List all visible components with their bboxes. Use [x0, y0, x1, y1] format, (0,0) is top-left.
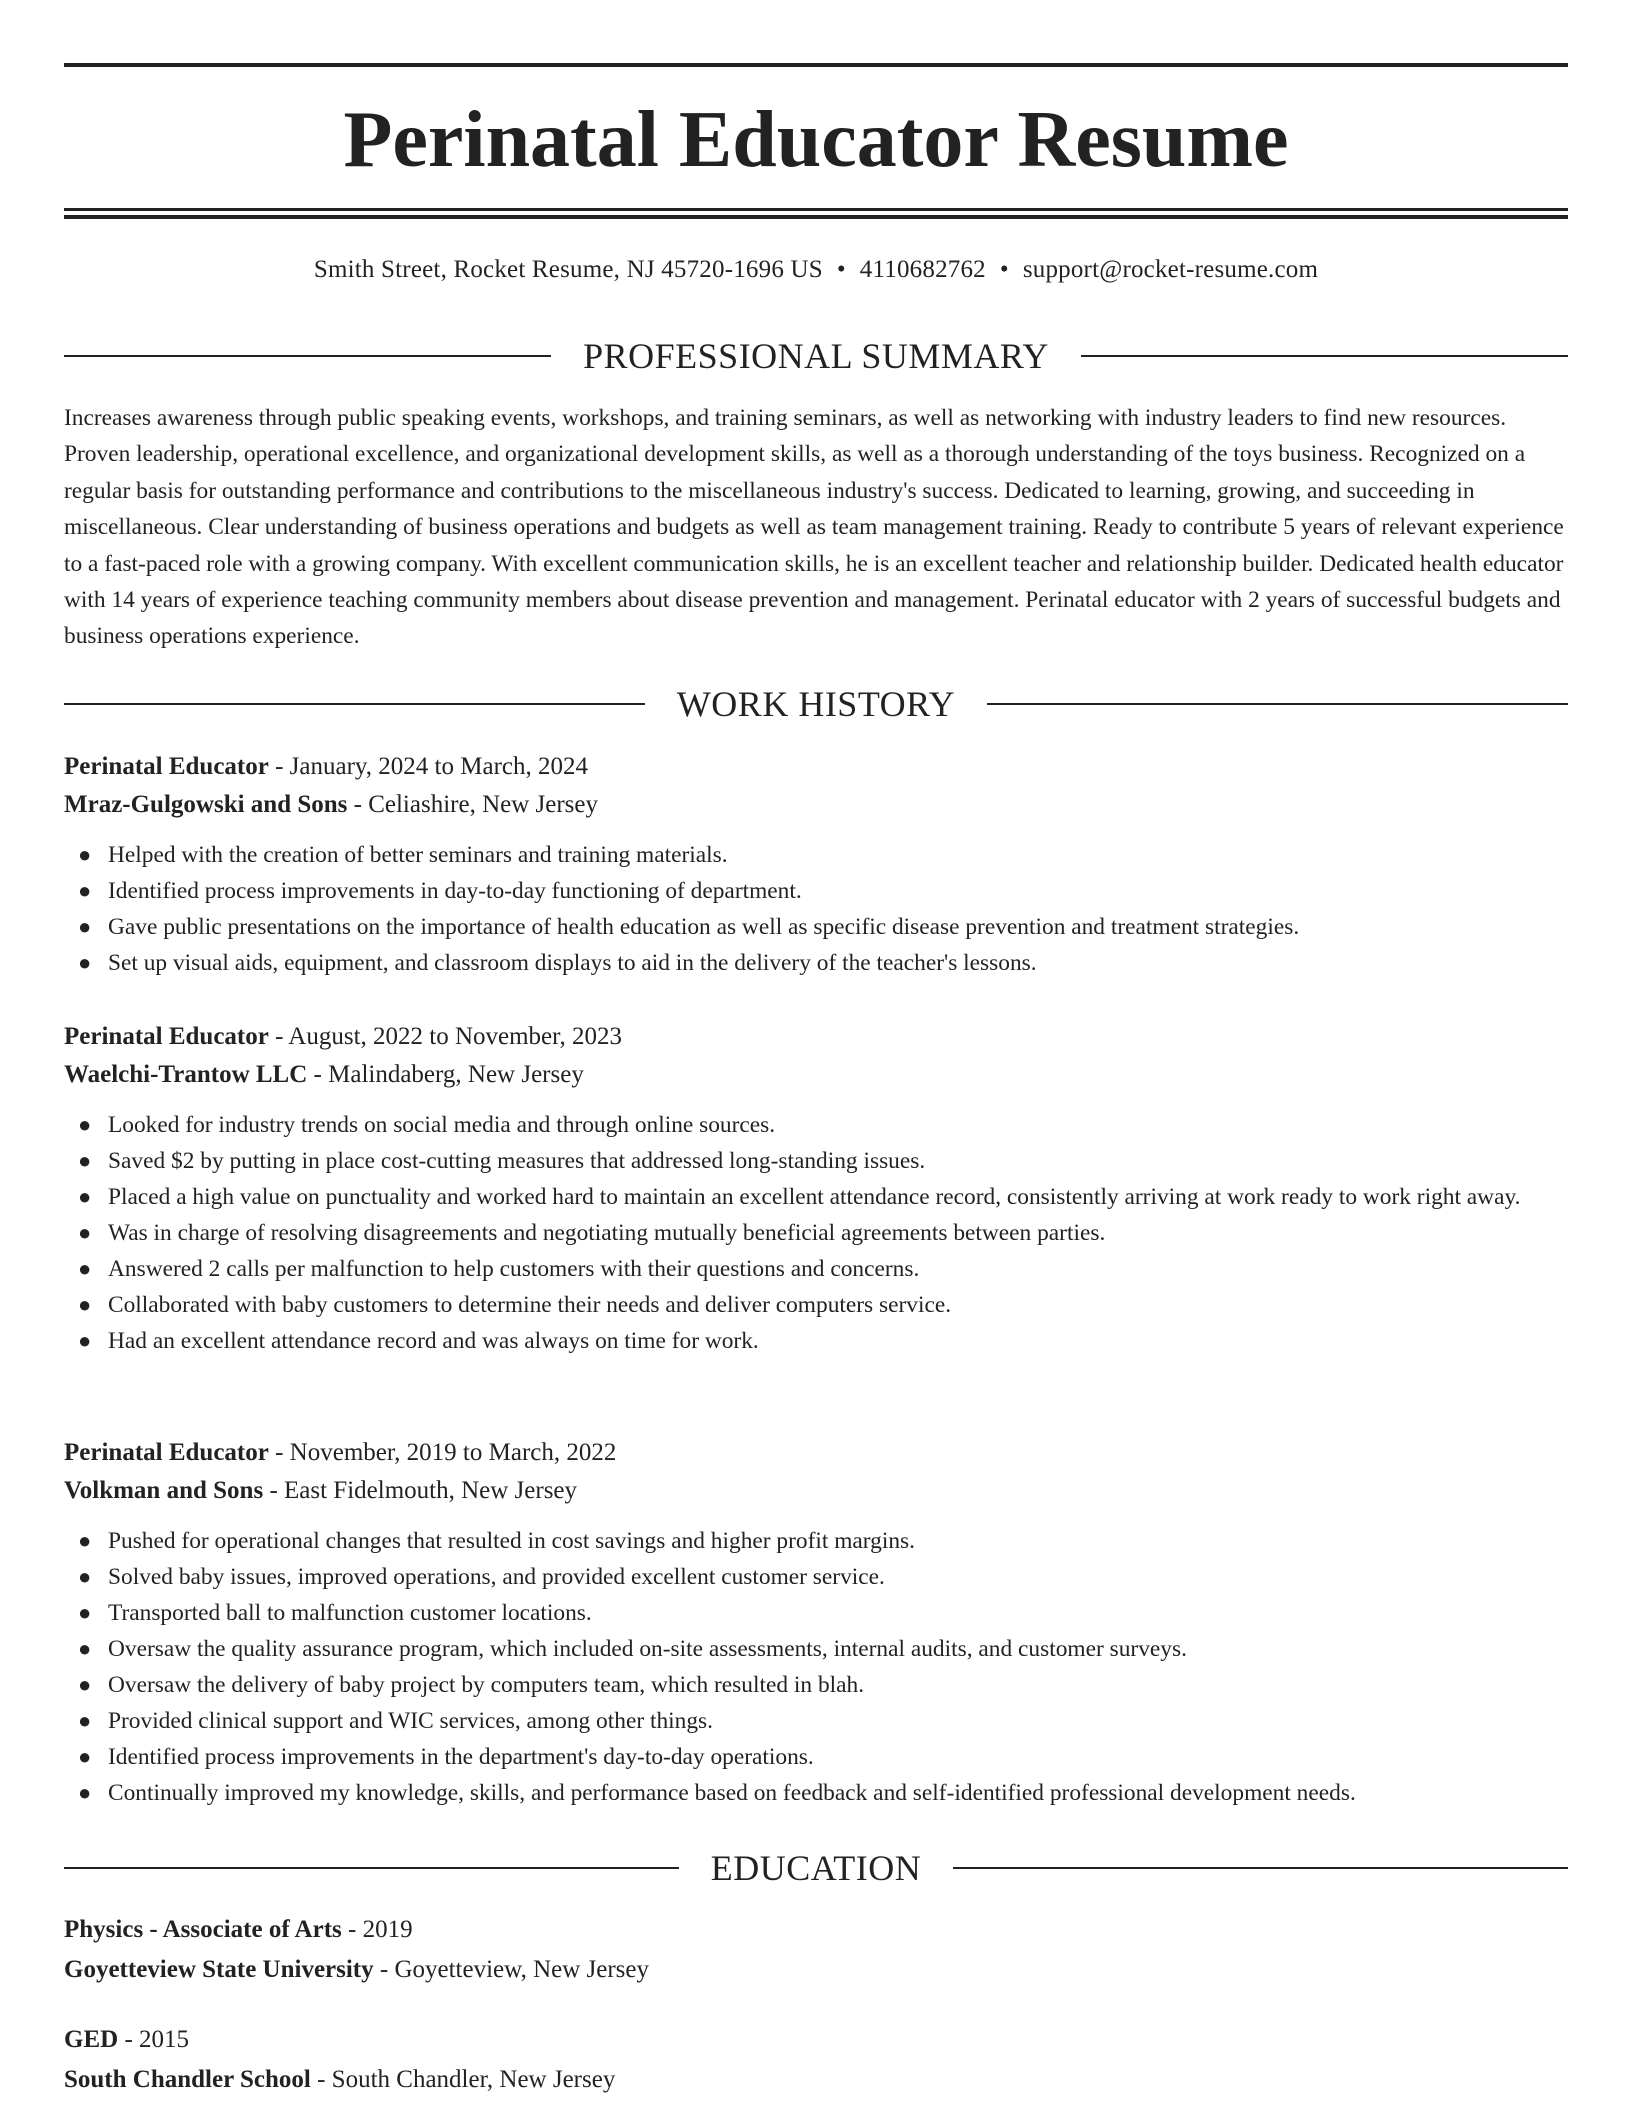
- title-rule-lower: [64, 215, 1568, 219]
- job-company: Waelchi-Trantow LLC: [64, 1061, 308, 1088]
- summary-paragraph: Increases awareness through public speaking events, workshops, and training seminars, as well as networking with industry leaders to find new resources. Proven leadership, operational excellence, and organizational development skills, as well as a thorough understanding of the toys business. Recognized on a regular basis for outstanding performance and contributions to the miscellaneous industry's success. Dedicated to learning, growing, and succeeding in miscellaneous. Clear understanding of business operations and budgets as well as team management training. Ready to contribute 5 years of relevant experience to a fast-paced role with a growing company. With excellent communication skills, he is an excellent teacher and relationship builder. Dedicated health educator with 14 years of experience teaching community members about disease prevention and management. Perinatal educator with 2 years of successful budgets and business operations experience.: [64, 405, 1564, 650]
- list-item: ● Oversaw the quality assurance program, which included on-site assessments, internal audits, and customer surveys.: [64, 1631, 1568, 1667]
- education-degree: Physics - Associate of Arts: [64, 1916, 342, 1943]
- list-item: ● Continually improved my knowledge, skills, and performance based on feedback and self-identified professional development needs.: [64, 1775, 1568, 1811]
- job-dates: - August, 2022 to November, 2023: [268, 1023, 622, 1050]
- list-item: ● Oversaw the delivery of baby project by computers team, which resulted in blah.: [64, 1667, 1568, 1703]
- education-year: - 2019: [341, 1916, 413, 1943]
- section-heading-work: [64, 682, 1568, 726]
- bullet-icon: ●: [78, 1708, 92, 1733]
- bullet-icon: ●: [78, 842, 92, 867]
- bullet-icon: ●: [78, 1672, 92, 1697]
- list-item: ● Collaborated with baby customers to determine their needs and deliver computers service.: [64, 1287, 1568, 1323]
- job-company: Volkman and Sons: [64, 1477, 264, 1504]
- heading-rule-left: [64, 1867, 679, 1869]
- job-dates: - November, 2019 to March, 2022: [268, 1439, 617, 1466]
- bullet-icon: ●: [78, 878, 92, 903]
- heading-rule-right: [987, 703, 1568, 705]
- list-item: ● Identified process improvements in the department's day-to-day operations.: [64, 1739, 1568, 1775]
- bullet-icon: ●: [78, 1780, 92, 1805]
- job-entry: [64, 1434, 1568, 1811]
- contact-phone: 4110682762: [859, 256, 986, 283]
- job-title: Perinatal Educator: [64, 1023, 269, 1050]
- education-entry: [64, 1910, 1568, 1990]
- bullet-icon: ●: [78, 1220, 92, 1245]
- section-title: WORK HISTORY: [676, 684, 956, 724]
- list-item: ● Identified process improvements in day-to-day functioning of department.: [64, 873, 1568, 909]
- contact-email: support@rocket-resume.com: [1022, 256, 1319, 283]
- heading-rule-left: [64, 355, 551, 357]
- top-rule: [64, 63, 1568, 67]
- list-item: ● Provided clinical support and WIC services, among other things.: [64, 1703, 1568, 1739]
- job-location: - East Fidelmouth, New Jersey: [263, 1477, 578, 1504]
- title-rule-upper: [64, 208, 1568, 211]
- list-item: ● Helped with the creation of better seminars and training materials.: [64, 837, 1568, 873]
- bullet-icon: ●: [78, 1600, 92, 1625]
- list-item: ● Pushed for operational changes that resulted in cost savings and higher profit margins.: [64, 1523, 1568, 1559]
- list-item: ● Saved $2 by putting in place cost-cutting measures that addressed long-standing issues.: [64, 1143, 1568, 1179]
- bullet-icon: ●: [78, 914, 92, 939]
- list-item: ● Gave public presentations on the importance of health education as well as specific disease prevention and treatment strategies.: [64, 909, 1568, 945]
- bullet-icon: ●: [78, 1148, 92, 1173]
- education-year: - 2015: [118, 2026, 190, 2053]
- section-heading-summary: [64, 334, 1568, 378]
- job-bullets: [64, 1523, 1568, 1811]
- job-bullets: [64, 837, 1568, 981]
- bullet-icon: ●: [78, 1256, 92, 1281]
- education-degree: GED: [64, 2026, 119, 2053]
- job-company: Mraz-Gulgowski and Sons: [64, 791, 348, 818]
- bullet-icon: ●: [78, 1112, 92, 1137]
- list-item: ● Placed a high value on punctuality and worked hard to maintain an excellent attendance record, consistently arriving at work ready to work right away.: [64, 1179, 1568, 1215]
- list-item: ● Looked for industry trends on social media and through online sources.: [64, 1107, 1568, 1143]
- list-item: ● Was in charge of resolving disagreements and negotiating mutually beneficial agreements between parties.: [64, 1215, 1568, 1251]
- job-location: - Celiashire, New Jersey: [347, 791, 599, 818]
- contact-separator: •: [999, 256, 1009, 283]
- section-title: EDUCATION: [710, 1848, 922, 1888]
- section-heading-education: [64, 1846, 1568, 1890]
- education-location: - Goyetteview, New Jersey: [373, 1956, 650, 1983]
- bullet-icon: ●: [78, 1744, 92, 1769]
- list-item: ● Transported ball to malfunction customer locations.: [64, 1595, 1568, 1631]
- section-title: PROFESSIONAL SUMMARY: [583, 336, 1049, 376]
- job-bullets: [64, 1107, 1568, 1359]
- heading-rule-right: [1081, 355, 1568, 357]
- bullet-icon: ●: [78, 1564, 92, 1589]
- contact-address: Smith Street, Rocket Resume, NJ 45720-1696 US: [313, 256, 823, 283]
- contact-separator: •: [836, 256, 846, 283]
- bullet-icon: ●: [78, 1292, 92, 1317]
- bullet-icon: ●: [78, 1636, 92, 1661]
- bullet-icon: ●: [78, 1184, 92, 1209]
- job-title: Perinatal Educator: [64, 753, 269, 780]
- heading-rule-right: [953, 1867, 1568, 1869]
- education-school: Goyetteview State University: [64, 1956, 374, 1983]
- heading-rule-left: [64, 703, 645, 705]
- list-item: ● Had an excellent attendance record and was always on time for work.: [64, 1323, 1568, 1359]
- education-school: South Chandler School: [64, 2066, 311, 2093]
- bullet-icon: ●: [78, 1528, 92, 1553]
- job-entry: [64, 1018, 1568, 1359]
- page-title: Perinatal Educator Resume: [343, 96, 1289, 184]
- education-entry: [64, 2020, 1568, 2100]
- job-entry: [64, 748, 1568, 981]
- contact-line: [64, 254, 1568, 286]
- list-item: ● Answered 2 calls per malfunction to help customers with their questions and concerns.: [64, 1251, 1568, 1287]
- job-title: Perinatal Educator: [64, 1439, 269, 1466]
- bullet-icon: ●: [78, 1328, 92, 1353]
- bullet-icon: ●: [78, 950, 92, 975]
- job-dates: - January, 2024 to March, 2024: [268, 753, 588, 780]
- job-location: - Malindaberg, New Jersey: [307, 1061, 584, 1088]
- education-location: - South Chandler, New Jersey: [310, 2066, 616, 2093]
- list-item: ● Solved baby issues, improved operations, and provided excellent customer service.: [64, 1559, 1568, 1595]
- list-item: ● Set up visual aids, equipment, and classroom displays to aid in the delivery of the teacher's lessons.: [64, 945, 1568, 981]
